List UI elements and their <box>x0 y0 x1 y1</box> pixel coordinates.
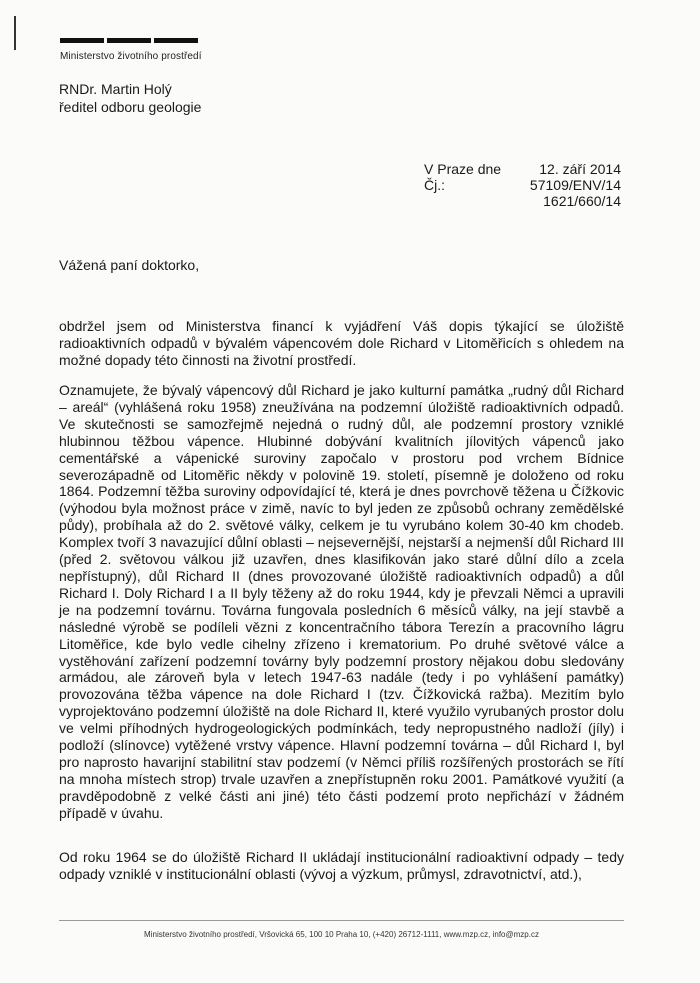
letter-date: 12. září 2014 <box>539 161 621 177</box>
logo-bar-3 <box>154 38 198 43</box>
reference-number-1: 57109/ENV/14 <box>529 177 621 193</box>
reference-number-2: 1621/660/14 <box>543 193 621 209</box>
place-date-label: V Praze dne <box>424 161 502 177</box>
paragraph-2: Oznamujete, že bývalý vápencový důl Richard je jako kulturní památka „rudný důl Richard – areál“ (vyhlášená roku 1958) zneužívána na podzemní úložiště radioaktivních odpadů. Ve skutečnosti se samozřejmě nejedná o rudný důl, ale podzemní prostory vzniklé hlubinnou těžbou vápence. Hlubinné dobývání kvalitních jílovitých vápenců jako cementářské a vápenické suroviny započalo v prostoru pod vrchem Bídnice severozápadně od Litoměřic někdy v polovině 19. století, písemně je doloženo od roku 1864. Podzemní těžba suroviny odpovídající té, která je dnes povrchově těžena u Čížkovic (výhodou byla možnost práce v zimě, navíc to byl jeden ze způsobů ochrany zemědělské půdy), probíhala až do 2. světové války, celkem je tu vyrubáno kolem 30-40 km chodeb. Komplex tvoří 3 navazující důlní oblasti – nejsevernější, nejstarší a nejmenší důl Richard III (před 2. světovou válkou již uzavřen, dnes klasifikován jako staré důlní dílo a zcela nepřístupný), důl Richard II (dnes provozované úložiště radioaktivních odpadů) a důl Richard I. Doly Richard I a II byly těženy až do roku 1944, kdy je převzali Němci a upravili je na podzemní továrnu. Továrna fungovala posledních 6 měsíců války, na její stavbě a následné výrobě se podíleli vězni z koncentračního tábora Terezín a pracovního lágru Litoměřice, kde bylo vedle cihelny zřízeno i krematorium. Po druhé světové válce a vystěhování zařízení podzemní továrny byly podzemní prostory nějakou dobu sledovány armádou, ale zároveň byla v letech 1947-63 nadále (tedy i po vyhlášení památky) provozována těžba vápence na dole Richard I (tzv. Čížkovická ražba). Mezitím bylo vyprojektováno podzemní úložiště na dole Richard II, které využilo vyrubaných prostor dolu ve velmi příhodných hydrogeologických podmínkách, tedy nepropustného nadloží (jíly) i podloží (slínovce) vytěžené vrstvy vápence. Hlavní podzemní továrna – důl Richard I, byl pro naprosto havarijní stabilitní stav podzemí (v Němci příliš rozšířených prostorách se řítí na mnoha místech strop) trvale uzavřen a znepřístupněn roku 2001. Památkové využití (a pravděpodobně z velké části ani jiné) této části podzemí proto nepřichází v žádném případě v úvahu. <box>59 382 624 821</box>
meta-labels <box>424 161 501 193</box>
meta-values <box>500 161 621 209</box>
logo-bar-2 <box>107 38 151 43</box>
paragraph-1: obdržel jsem od Ministerstva financí k vyjádření Váš dopis týkající se úložiště radioaktivních odpadů v bývalém vápencovém dole Richard v Litoměřicích s ohledem na možné dopady této činnosti na životní prostředí. <box>59 318 624 368</box>
sender-name: RNDr. Martin Holý <box>59 81 172 97</box>
sender-block <box>59 80 201 116</box>
reference-label: Čj.: <box>424 177 445 193</box>
margin-mark <box>14 16 16 50</box>
sender-role: ředitel odboru geologie <box>59 99 202 115</box>
logo-bar-1 <box>60 38 104 43</box>
footer-address: Ministerstvo životního prostředí, Vršovická 65, 100 10 Praha 10, (+420) 26712-1111, www.mzp.cz, info@mzp.cz <box>144 930 539 939</box>
salutation: Vážená paní doktorko, <box>59 257 200 273</box>
footer-divider <box>59 920 624 921</box>
paragraph-3: Od roku 1964 se do úložiště Richard II ukládají institucionální radioaktivní odpady – tedy odpady vzniklé v institucionální oblasti (vývoj a výzkum, průmysl, zdravotnictví, atd.), <box>59 849 624 882</box>
ministry-name: Ministerstvo životního prostředí <box>60 51 202 62</box>
